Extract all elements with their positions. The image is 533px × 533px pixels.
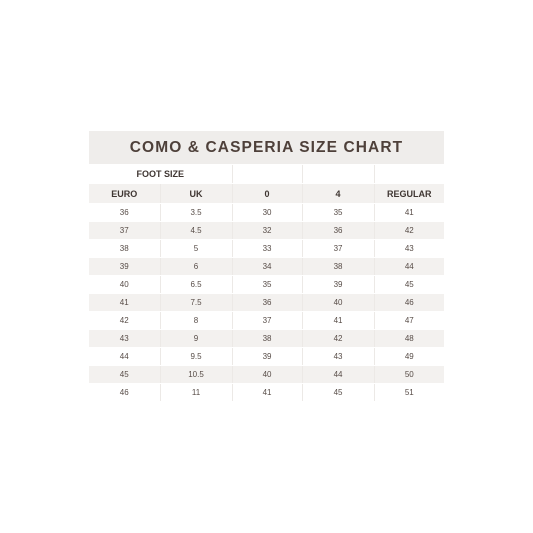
foot-size-header: FOOT SIZE [89, 165, 232, 184]
cell-regular: 47 [374, 312, 444, 330]
table-row [89, 312, 444, 330]
cell-4: 37 [302, 240, 374, 258]
table-row [89, 276, 444, 294]
title-band [89, 131, 444, 164]
cell-regular: 43 [374, 240, 444, 258]
table-row [89, 348, 444, 366]
cell-euro: 45 [89, 366, 160, 384]
cell-euro: 37 [89, 222, 160, 240]
cell-4: 42 [302, 330, 374, 348]
group-header-row [89, 165, 444, 184]
cell-4: 39 [302, 276, 374, 294]
cell-regular: 51 [374, 384, 444, 402]
cell-regular: 49 [374, 348, 444, 366]
cell-0: 41 [232, 384, 302, 402]
cell-regular: 48 [374, 330, 444, 348]
cell-euro: 46 [89, 384, 160, 402]
group-header-empty-cell [302, 165, 374, 184]
table-row [89, 366, 444, 384]
cell-0: 34 [232, 258, 302, 276]
table-row [89, 222, 444, 240]
cell-regular: 44 [374, 258, 444, 276]
cell-0: 38 [232, 330, 302, 348]
cell-regular: 50 [374, 366, 444, 384]
column-header-0: 0 [232, 184, 302, 204]
cell-uk: 6.5 [160, 276, 232, 294]
cell-0: 37 [232, 312, 302, 330]
cell-0: 35 [232, 276, 302, 294]
cell-4: 44 [302, 366, 374, 384]
cell-euro: 44 [89, 348, 160, 366]
cell-euro: 43 [89, 330, 160, 348]
column-header-row [89, 184, 444, 204]
size-chart [89, 131, 444, 402]
cell-4: 38 [302, 258, 374, 276]
cell-uk: 10.5 [160, 366, 232, 384]
column-header-4: 4 [302, 184, 374, 204]
table-row [89, 330, 444, 348]
cell-uk: 5 [160, 240, 232, 258]
column-header-euro: EURO [89, 184, 160, 204]
cell-4: 35 [302, 204, 374, 222]
cell-uk: 9 [160, 330, 232, 348]
cell-4: 40 [302, 294, 374, 312]
cell-uk: 6 [160, 258, 232, 276]
cell-euro: 39 [89, 258, 160, 276]
cell-uk: 8 [160, 312, 232, 330]
cell-4: 43 [302, 348, 374, 366]
cell-0: 33 [232, 240, 302, 258]
table-row [89, 294, 444, 312]
cell-euro: 40 [89, 276, 160, 294]
cell-regular: 46 [374, 294, 444, 312]
table-row [89, 384, 444, 402]
size-chart-title: COMO & CASPERIA SIZE CHART [129, 138, 404, 156]
group-header-empty-cell [374, 165, 444, 184]
cell-uk: 11 [160, 384, 232, 402]
size-table [89, 165, 444, 402]
table-row [89, 240, 444, 258]
table-row [89, 204, 444, 222]
cell-0: 40 [232, 366, 302, 384]
cell-4: 41 [302, 312, 374, 330]
cell-uk: 3.5 [160, 204, 232, 222]
cell-uk: 4.5 [160, 222, 232, 240]
cell-4: 45 [302, 384, 374, 402]
cell-euro: 38 [89, 240, 160, 258]
cell-uk: 7.5 [160, 294, 232, 312]
group-header-empty-cell [232, 165, 302, 184]
cell-0: 36 [232, 294, 302, 312]
cell-regular: 45 [374, 276, 444, 294]
cell-0: 39 [232, 348, 302, 366]
cell-euro: 41 [89, 294, 160, 312]
cell-0: 30 [232, 204, 302, 222]
column-header-regular: REGULAR [374, 184, 444, 204]
cell-regular: 42 [374, 222, 444, 240]
cell-uk: 9.5 [160, 348, 232, 366]
cell-euro: 42 [89, 312, 160, 330]
column-header-uk: UK [160, 184, 232, 204]
size-table-body [89, 165, 444, 402]
cell-4: 36 [302, 222, 374, 240]
table-row [89, 258, 444, 276]
cell-euro: 36 [89, 204, 160, 222]
cell-0: 32 [232, 222, 302, 240]
cell-regular: 41 [374, 204, 444, 222]
